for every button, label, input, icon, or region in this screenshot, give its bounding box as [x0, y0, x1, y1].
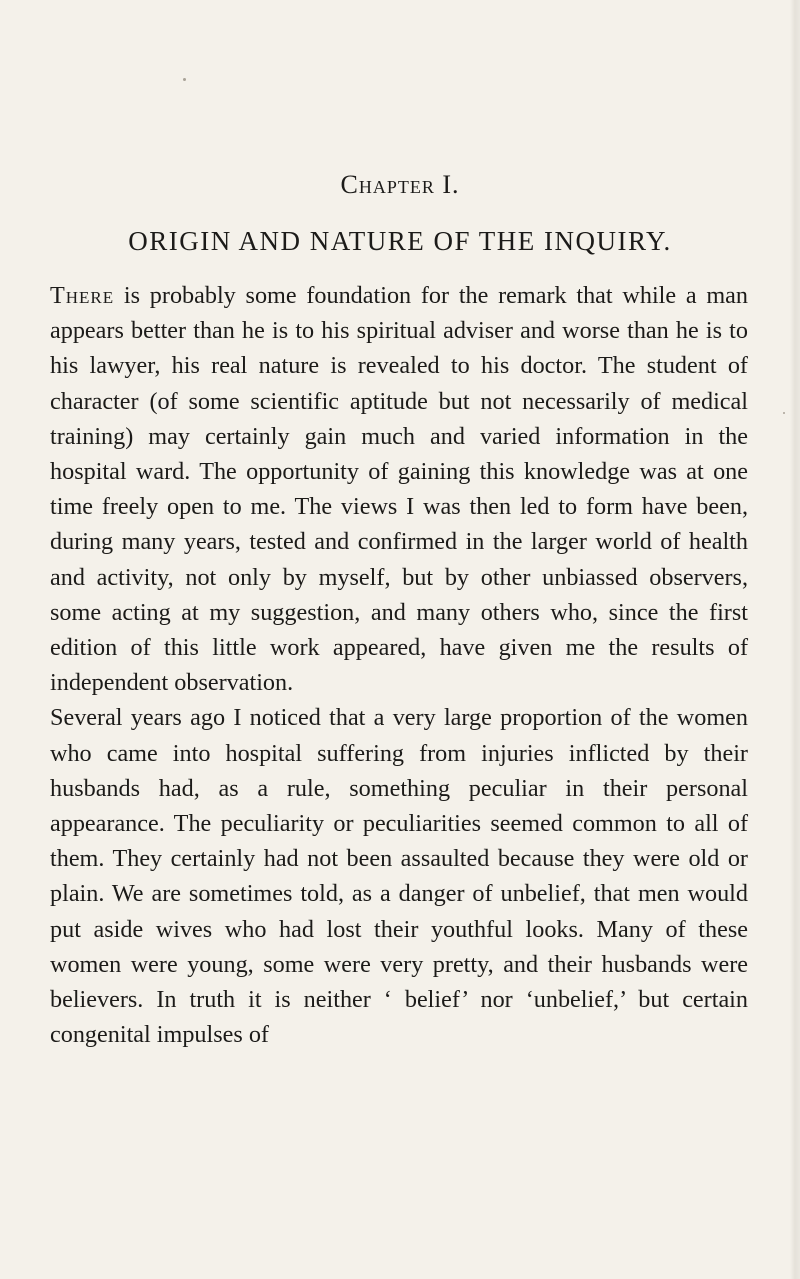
paragraph-1: [50, 278, 748, 700]
paragraph-2: [50, 700, 748, 1052]
body-text: [50, 278, 748, 1052]
paragraph-text: Several years ago I noticed that a very large proportion of the women who came into hospital suffering from injuries inflicted by their husbands had, as a rule, something peculiar in their personal appearance. The peculiarity or peculiarities seemed common to all of them. They certainly had not been assaulted because they were old or plain. We are sometimes told, as a danger of unbelief, that men would put aside wives who had lost their youthful looks. Many of these women were young, some were very pretty, and their husbands were believers. In truth it is neither ‘ belief’ nor ‘unbelief,’ but certain congenital impulses of: [50, 704, 748, 1049]
paper-speck: [783, 412, 785, 414]
chapter-title: ORIGIN AND NATURE OF THE INQUIRY.: [128, 226, 672, 256]
paragraph-text: is probably some foundation for the remark that while a man appears better than he is to his spiritual adviser and worse than he is to his lawyer, his real nature is revealed to his doctor. The student of character (of some scientific aptitude but not necessarily of medical training) may certainly gain much and varied information in the hospital ward. The opportunity of gaining this knowledge was at one time freely open to me. The views I was then led to form have been, during many years, tested and confirmed in the larger world of health and activity, not only by myself, but by other unbiassed observers, some acting at my suggestion, and many others who, since the first edition of this little work appeared, have given me the results of independent observation.: [50, 282, 748, 697]
paper-speck: [183, 78, 186, 81]
chapter-label: Chapter I.: [340, 170, 460, 199]
paragraph-lead-word: There: [50, 282, 115, 309]
